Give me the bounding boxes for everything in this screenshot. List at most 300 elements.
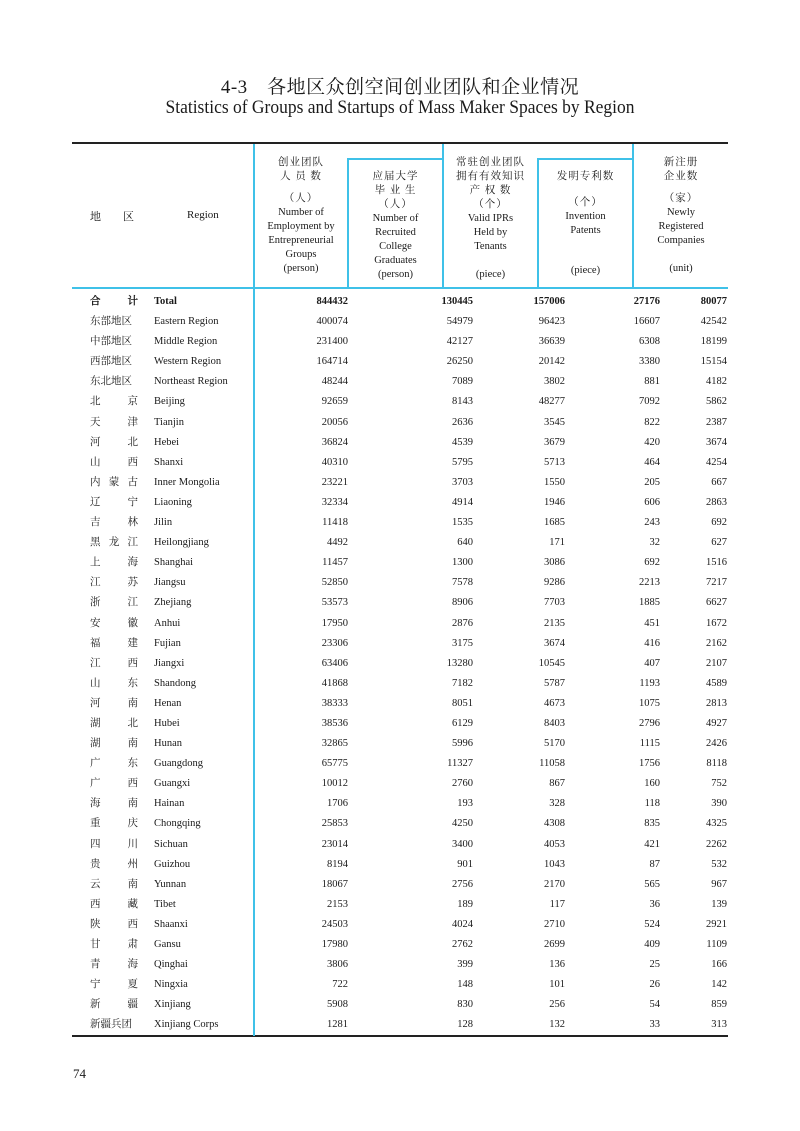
header-col-graduates (349, 170, 442, 282)
hline-patent-top (537, 158, 634, 160)
region-name-cn: 东北地区 (90, 376, 132, 388)
iprs-value: 1946 (544, 496, 565, 508)
graduates-value: 2876 (452, 617, 473, 629)
header-cn-line: 应届大学 (372, 171, 419, 182)
header-en-line: Employment by (267, 221, 335, 232)
region-name-en: Fujian (154, 637, 181, 649)
header-cn-line: 新注册 (663, 157, 699, 168)
patents-value: 243 (644, 517, 660, 529)
header-unit-cn: （人） (283, 193, 319, 204)
iprs-value: 36639 (538, 336, 565, 348)
employment-value: 17980 (321, 939, 348, 950)
region-name-en: Northeast Region (154, 376, 228, 388)
table-row (72, 553, 728, 573)
iprs-value: 20142 (538, 356, 565, 368)
iprs-value: 328 (549, 798, 565, 810)
table-row (72, 513, 728, 533)
region-name-cn: 新疆 (90, 999, 138, 1011)
header-en-line: Newly (667, 207, 695, 218)
header-en-line: Patents (570, 225, 601, 236)
patents-value: 205 (644, 476, 660, 488)
patents-value: 606 (644, 496, 660, 508)
companies-value: 859 (711, 999, 727, 1011)
region-name-en: Hubei (154, 717, 180, 729)
region-name-en: Beijing (154, 396, 185, 408)
header-en-line: Companies (657, 235, 705, 246)
iprs-value: 2699 (544, 939, 565, 950)
region-name-cn: 河北 (90, 436, 138, 448)
companies-value: 4325 (706, 818, 727, 830)
patents-value: 54 (649, 999, 660, 1011)
table-row (72, 875, 728, 895)
table-row (72, 634, 728, 654)
patents-value: 451 (644, 617, 660, 629)
graduates-value: 3400 (452, 838, 473, 850)
companies-value: 2262 (706, 838, 727, 850)
companies-value: 4182 (706, 376, 727, 388)
companies-value: 2107 (706, 657, 727, 669)
iprs-value: 157006 (533, 296, 565, 307)
patents-value: 6308 (639, 336, 660, 348)
employment-value: 32334 (321, 496, 348, 508)
patents-value: 87 (649, 858, 660, 870)
header-en-line: Tenants (474, 241, 507, 252)
region-name-en: Guizhou (154, 858, 191, 870)
employment-value: 52850 (321, 577, 348, 589)
iprs-value: 10545 (538, 657, 565, 669)
header-en-line: Number of (372, 213, 419, 224)
iprs-value: 11058 (539, 758, 565, 770)
companies-value: 390 (711, 798, 727, 810)
region-name-cn: 广东 (90, 758, 138, 770)
companies-value: 5862 (706, 396, 727, 408)
region-name-cn: 海南 (90, 798, 138, 810)
table-row (72, 433, 728, 453)
region-name-en: Hunan (154, 738, 182, 750)
region-name-en: Hebei (154, 436, 180, 448)
companies-value: 3674 (706, 436, 727, 448)
table-row (72, 754, 728, 774)
table-row (72, 995, 728, 1015)
patents-value: 1075 (639, 697, 660, 709)
graduates-value: 399 (457, 959, 473, 971)
header-col-companies (634, 156, 728, 276)
table-row (72, 392, 728, 412)
region-name-en: Jilin (154, 517, 173, 529)
header-col-iprs (444, 156, 537, 282)
page-number: 74 (73, 1066, 86, 1081)
graduates-value: 3175 (452, 637, 473, 649)
table-row (72, 614, 728, 634)
iprs-value: 9286 (544, 577, 565, 589)
graduates-value: 2636 (452, 416, 473, 428)
header-unit-en: (piece) (475, 269, 506, 280)
header-unit-en: (person) (378, 269, 413, 280)
companies-value: 2387 (706, 416, 727, 428)
iprs-value: 867 (549, 778, 565, 790)
patents-value: 25 (649, 959, 660, 971)
table-row (72, 855, 728, 875)
iprs-value: 117 (549, 898, 565, 910)
employment-value: 4492 (327, 537, 348, 549)
companies-value: 42542 (700, 316, 727, 328)
graduates-value: 26250 (446, 356, 473, 368)
patents-value: 118 (644, 798, 660, 810)
region-name-cn: 贵州 (90, 858, 138, 870)
employment-value: 32865 (321, 738, 348, 750)
region-name-cn: 甘肃 (90, 939, 138, 950)
region-name-cn: 广西 (90, 778, 138, 790)
patents-value: 2213 (639, 577, 660, 589)
header-bottom-rule (72, 287, 728, 289)
region-name-en: Eastern Region (154, 316, 219, 328)
graduates-value: 1300 (452, 557, 473, 569)
table-row (72, 593, 728, 613)
graduates-value: 7182 (452, 677, 473, 689)
iprs-value: 3545 (544, 416, 565, 428)
employment-value: 38536 (321, 717, 348, 729)
employment-value: 92659 (321, 396, 348, 408)
graduates-value: 2756 (452, 878, 473, 890)
iprs-value: 3086 (544, 557, 565, 569)
patents-value: 409 (644, 939, 660, 950)
companies-value: 313 (711, 1019, 727, 1031)
table-row (72, 714, 728, 734)
region-name-cn: 福建 (90, 637, 138, 649)
patents-value: 835 (644, 818, 660, 830)
table-title-en: Statistics of Groups and Startups of Mass Maker Spaces by Region (165, 97, 635, 118)
region-name-cn: 江苏 (90, 577, 138, 589)
table-row (72, 332, 728, 352)
region-name-en: Shanghai (154, 557, 194, 569)
header-cn-line: 企业数 (663, 171, 699, 182)
region-name-cn: 内蒙古 (90, 476, 138, 488)
companies-value: 2813 (706, 697, 727, 709)
region-name-cn: 湖南 (90, 738, 138, 750)
header-en-line: Number of (278, 207, 324, 218)
iprs-value: 1043 (544, 858, 565, 870)
employment-value: 231400 (316, 336, 348, 348)
region-name-en: Xinjiang Corps (154, 1019, 219, 1031)
table-row (72, 312, 728, 332)
iprs-value: 2710 (544, 918, 565, 930)
companies-value: 2863 (706, 496, 727, 508)
iprs-value: 8403 (544, 717, 565, 729)
header-cn-line: 拥有有效知识 (456, 171, 525, 182)
employment-value: 23014 (321, 838, 348, 850)
region-name-cn: 山西 (90, 456, 138, 468)
employment-value: 2153 (327, 898, 348, 910)
table-row (72, 573, 728, 593)
table-row (72, 835, 728, 855)
patents-value: 36 (649, 898, 660, 910)
graduates-value: 128 (457, 1019, 473, 1031)
header-en-line: Entrepreneurial (268, 235, 334, 246)
region-name-en: Gansu (154, 939, 181, 950)
header-unit-en: (unit) (669, 263, 693, 274)
companies-value: 627 (711, 537, 727, 549)
patents-value: 160 (644, 778, 660, 790)
region-name-en: Guangdong (154, 758, 203, 770)
employment-value: 23221 (321, 476, 348, 488)
graduates-value: 901 (457, 858, 473, 870)
region-name-cn: 合计 (90, 296, 138, 307)
table-body (72, 292, 728, 1035)
region-name-en: Shanxi (154, 456, 184, 468)
iprs-value: 5787 (544, 677, 565, 689)
iprs-value: 256 (549, 999, 565, 1011)
companies-value: 142 (711, 979, 727, 991)
header-unit-cn: （家） (663, 193, 699, 204)
companies-value: 2162 (706, 637, 727, 649)
patents-value: 27176 (633, 296, 660, 307)
header-unit-cn: （个） (473, 199, 508, 210)
patents-value: 16607 (633, 316, 660, 328)
region-name-en: Shaanxi (154, 918, 188, 930)
patents-value: 1885 (639, 597, 660, 609)
patents-value: 3380 (639, 356, 660, 368)
companies-value: 532 (711, 858, 727, 870)
table-row (72, 955, 728, 975)
graduates-value: 3703 (452, 476, 473, 488)
employment-value: 1281 (327, 1019, 348, 1031)
table-row (72, 533, 728, 553)
header-en-line: Registered (658, 221, 704, 232)
region-name-en: Guangxi (154, 778, 191, 790)
employment-value: 53573 (321, 597, 348, 609)
companies-value: 15154 (700, 356, 727, 368)
iprs-value: 2135 (544, 617, 565, 629)
patents-value: 1115 (639, 738, 660, 750)
iprs-value: 171 (549, 537, 565, 549)
patents-value: 32 (649, 537, 660, 549)
table-row (72, 654, 728, 674)
region-name-en: Tianjin (154, 416, 184, 428)
companies-value: 7217 (706, 577, 727, 589)
region-name-en: Sichuan (154, 838, 188, 850)
companies-value: 752 (711, 778, 727, 790)
header-cn-line: 产 权 数 (469, 185, 512, 196)
iprs-value: 4308 (544, 818, 565, 830)
region-name-cn: 黑龙江 (90, 537, 138, 549)
employment-value: 3806 (327, 959, 348, 971)
employment-value: 400074 (316, 316, 348, 328)
patents-value: 407 (644, 657, 660, 669)
header-en-line: Groups (285, 249, 317, 260)
header-en-line: Held by (473, 227, 508, 238)
region-name-en: Qinghai (154, 959, 188, 971)
table-row (72, 473, 728, 493)
companies-value: 139 (711, 898, 727, 910)
table-row (72, 493, 728, 513)
table-title-cn: 4-3 各地区众创空间创业团队和企业情况 (220, 77, 580, 98)
header-unit-cn: （个） (568, 197, 603, 208)
companies-value: 667 (711, 476, 727, 488)
header-unit-en: (person) (283, 263, 319, 274)
table-row (72, 413, 728, 433)
iprs-value: 136 (549, 959, 565, 971)
table-row (72, 975, 728, 995)
iprs-value: 101 (549, 979, 565, 991)
region-name-en: Ningxia (154, 979, 188, 991)
graduates-value: 830 (457, 999, 473, 1011)
iprs-value: 3674 (544, 637, 565, 649)
header-region-cn: 地区 (90, 211, 156, 223)
patents-value: 1756 (639, 758, 660, 770)
graduates-value: 54979 (446, 316, 473, 328)
employment-value: 38333 (321, 697, 348, 709)
region-name-cn: 湖北 (90, 717, 138, 729)
iprs-value: 5713 (544, 456, 565, 468)
region-name-cn: 吉林 (90, 517, 138, 529)
header-cn-line: 常驻创业团队 (456, 157, 525, 168)
region-name-cn: 中部地区 (90, 336, 132, 348)
companies-value: 4254 (706, 456, 727, 468)
region-name-en: Yunnan (154, 878, 187, 890)
header-en-line: Valid IPRs (467, 213, 514, 224)
header-region-en: Region (187, 209, 219, 221)
companies-value: 166 (711, 959, 727, 971)
companies-value: 6627 (706, 597, 727, 609)
region-name-cn: 辽宁 (90, 496, 138, 508)
graduates-value: 4024 (452, 918, 473, 930)
graduates-value: 130445 (441, 296, 473, 307)
graduates-value: 148 (457, 979, 473, 991)
employment-value: 844432 (316, 296, 348, 307)
patents-value: 33 (649, 1019, 660, 1031)
region-name-cn: 重庆 (90, 818, 138, 830)
patents-value: 881 (644, 376, 660, 388)
employment-value: 11457 (322, 557, 348, 569)
region-name-en: Zhejiang (154, 597, 192, 609)
table-row-total (72, 292, 728, 312)
graduates-value: 193 (457, 798, 473, 810)
patents-value: 524 (644, 918, 660, 930)
graduates-value: 8051 (452, 697, 473, 709)
employment-value: 48244 (321, 376, 348, 388)
region-name-en: Liaoning (154, 496, 192, 508)
employment-value: 40310 (321, 456, 348, 468)
region-name-en: Xinjiang (154, 999, 191, 1011)
region-name-cn: 浙江 (90, 597, 138, 609)
region-name-cn: 四川 (90, 838, 138, 850)
region-name-en: Hainan (154, 798, 185, 810)
region-name-en: Chongqing (154, 818, 201, 830)
region-name-en: Tibet (154, 898, 176, 910)
patents-value: 2796 (639, 717, 660, 729)
employment-value: 11418 (322, 517, 348, 529)
region-name-cn: 河南 (90, 697, 138, 709)
region-name-cn: 天津 (90, 416, 138, 428)
patents-value: 421 (644, 838, 660, 850)
iprs-value: 1550 (544, 476, 565, 488)
graduates-value: 42127 (446, 336, 473, 348)
employment-value: 1706 (327, 798, 348, 810)
iprs-value: 132 (549, 1019, 565, 1031)
companies-value: 18199 (700, 336, 727, 348)
employment-value: 24503 (321, 918, 348, 930)
employment-value: 18067 (321, 878, 348, 890)
graduates-value: 7089 (452, 376, 473, 388)
patents-value: 7092 (639, 396, 660, 408)
patents-value: 822 (644, 416, 660, 428)
table-row (72, 935, 728, 955)
graduates-value: 8906 (452, 597, 473, 609)
header-unit-en: (piece) (570, 265, 601, 276)
iprs-value: 3802 (544, 376, 565, 388)
graduates-value: 1535 (452, 517, 473, 529)
region-name-en: Middle Region (154, 336, 218, 348)
iprs-value: 96423 (538, 316, 565, 328)
graduates-value: 5996 (452, 738, 473, 750)
companies-value: 80077 (700, 296, 727, 307)
iprs-value: 3679 (544, 436, 565, 448)
employment-value: 25853 (321, 818, 348, 830)
table-row (72, 774, 728, 794)
region-name-cn: 新疆兵团 (90, 1019, 132, 1031)
header-cn-line: 创业团队 (278, 157, 324, 168)
region-name-en: Inner Mongolia (154, 476, 220, 488)
table-row (72, 895, 728, 915)
graduates-value: 189 (457, 898, 473, 910)
region-name-cn: 陕西 (90, 918, 138, 930)
employment-value: 8194 (327, 858, 348, 870)
region-name-cn: 山东 (90, 677, 138, 689)
region-name-en: Jiangsu (154, 577, 186, 589)
header-en-line: Recruited (375, 227, 416, 238)
region-name-cn: 宁夏 (90, 979, 138, 991)
graduates-value: 6129 (452, 717, 473, 729)
companies-value: 8118 (706, 758, 727, 770)
region-name-en: Anhui (154, 617, 181, 629)
companies-value: 1109 (706, 939, 727, 950)
patents-value: 420 (644, 436, 660, 448)
companies-value: 692 (711, 517, 727, 529)
table-row (72, 734, 728, 754)
graduates-value: 4539 (452, 436, 473, 448)
header-col-patents (539, 170, 632, 278)
region-name-cn: 云南 (90, 878, 138, 890)
patents-value: 565 (644, 878, 660, 890)
top-rule (72, 142, 728, 144)
header-col-employment (255, 156, 347, 276)
graduates-value: 8143 (452, 396, 473, 408)
region-name-en: Jiangxi (154, 657, 185, 669)
header-en-line: Invention (565, 211, 606, 222)
employment-value: 5908 (327, 999, 348, 1011)
patents-value: 692 (644, 557, 660, 569)
table-row (72, 694, 728, 714)
companies-value: 4589 (706, 677, 727, 689)
table-row (72, 794, 728, 814)
region-name-cn: 青海 (90, 959, 138, 971)
table-row (72, 372, 728, 392)
employment-value: 65775 (321, 758, 348, 770)
region-name-cn: 江西 (90, 657, 138, 669)
table-row (72, 674, 728, 694)
header-cn-line: 发明专利数 (556, 171, 615, 182)
table-row (72, 453, 728, 473)
employment-value: 164714 (316, 356, 348, 368)
patents-value: 416 (644, 637, 660, 649)
hline-grad-top (347, 158, 442, 160)
header-cn-line: 人 员 数 (280, 171, 322, 182)
companies-value: 2426 (706, 738, 727, 750)
header-unit-cn: （人） (378, 199, 413, 210)
graduates-value: 640 (457, 537, 473, 549)
region-name-cn: 西部地区 (90, 356, 132, 368)
iprs-value: 4053 (544, 838, 565, 850)
